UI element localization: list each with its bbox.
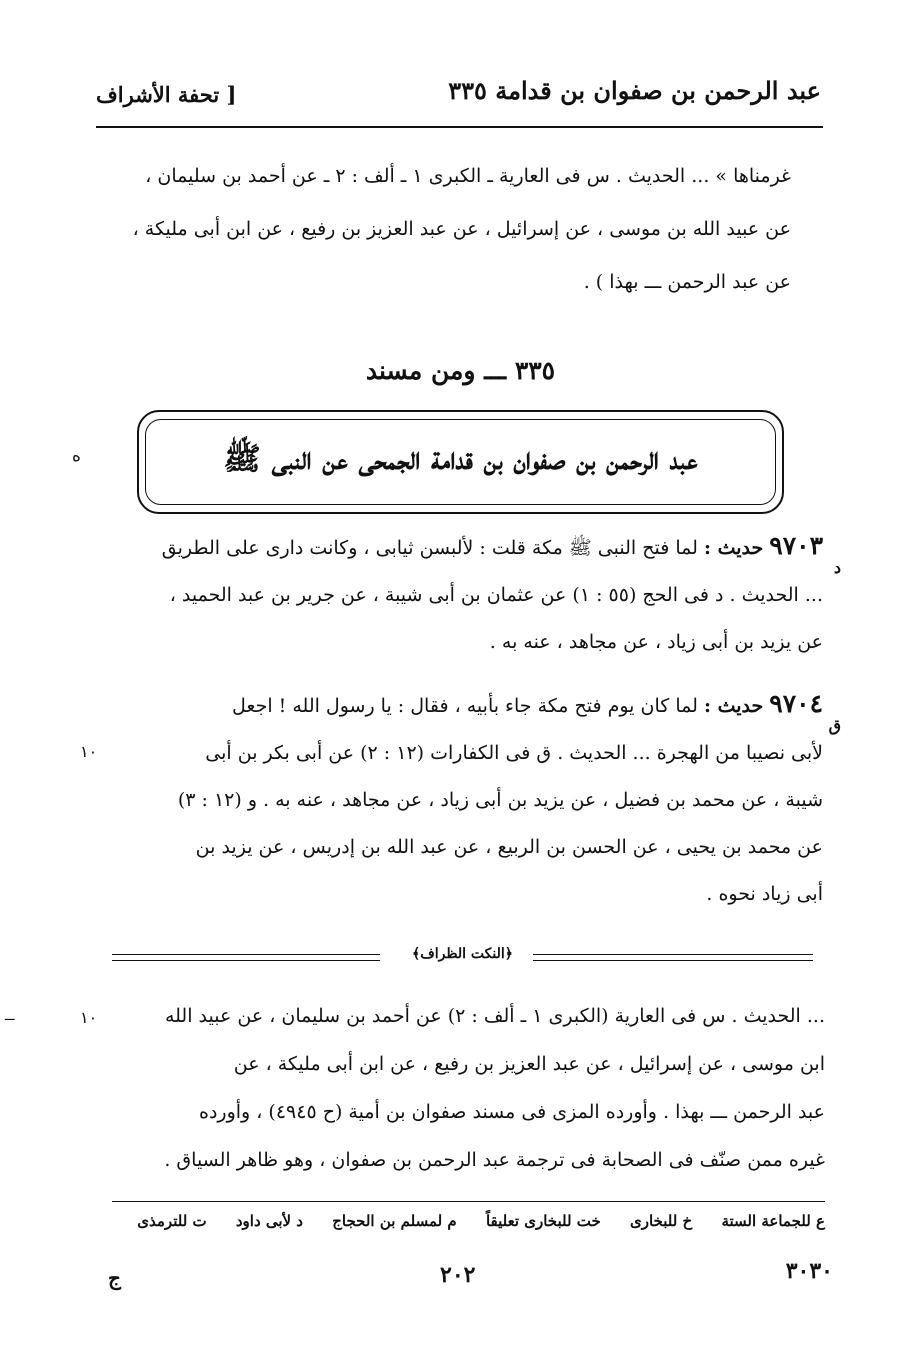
intro-line: عن عبد الرحمن ـــ بهذا ) . xyxy=(583,271,791,293)
nukat-divider xyxy=(112,946,813,970)
musnad-name-frame xyxy=(137,410,784,514)
intro-line: عن عبيد الله بن موسى ، عن إسرائيل ، عن عبد العزيز بن رفيع ، عن ابن أبى مليكة ، xyxy=(132,218,791,240)
note-line: عبد الرحمن ـــ بهذا . وأورده المزى فى مسند صفوان بن أمية (ح ٤٩٤٥) ، وأورده xyxy=(198,1101,825,1123)
hadith-line: شيبة ، عن محمد بن فضيل ، عن يزيد بن أبى زياد ، عن مجاهد ، عنه به . و (١٢ : ٣) xyxy=(177,789,823,811)
running-header-book: [ تحفة الأشراف xyxy=(96,82,237,107)
hadith-line: أبى زياد نحوه . xyxy=(706,883,823,905)
abbreviation: م لمسلم بن الحجاج xyxy=(332,1212,457,1230)
musnad-name: عبد الرحمن بن صفوان بن قدامة الجمحى عن النبى ﷺ xyxy=(223,441,698,477)
margin-mark: ه xyxy=(72,446,81,466)
hadith-line: عن يزيد بن أبى زياد ، عن مجاهد ، عنه به . xyxy=(489,631,823,653)
hadith-9704-source-letter: ق xyxy=(828,716,841,735)
hadith-9704 xyxy=(123,680,823,918)
intro-line: غرمناها » ... الحديث . س فى العارية ـ الكبرى ١ ـ ألف : ٢ ـ عن أحمد بن سليمان ، xyxy=(145,165,791,187)
hadith-first-line xyxy=(123,522,823,572)
abbreviation: خت للبخارى تعليقاً xyxy=(485,1212,601,1230)
hadith-text: لما كان يوم فتح مكة جاء بأبيه ، فقال : يا رسول الله ! اجعل xyxy=(232,695,698,717)
line-number-marker: ١٠ xyxy=(80,1008,98,1027)
abbreviation-key xyxy=(113,1212,825,1230)
volume-letter: ج xyxy=(108,1266,121,1290)
hadith-line: ... الحديث . د فى الحج (٥٥ : ١) عن عثمان بن أبى شيبة ، عن جرير بن عبد الحميد ، xyxy=(169,584,823,606)
hadith-number: ٩٧٠٤ xyxy=(769,689,823,718)
divider-rule-right xyxy=(533,954,813,961)
hadith-text: لما فتح النبى ﷺ مكة قلت : لألبسن ثيابى ، وكانت دارى على الطريق xyxy=(161,537,698,559)
section-number: ٣٣٥ ـــ ومن مسند xyxy=(365,356,556,385)
footer-rule xyxy=(112,1201,825,1202)
abbreviation: ع للجماعة الستة xyxy=(721,1212,825,1230)
hadith-line: لأبى نصيبا من الهجرة ... الحديث . ق فى الكفارات (١٢ : ٢) عن أبى بكر بن أبى xyxy=(205,742,823,764)
line-number-marker: ١٠ xyxy=(80,742,98,761)
page-number: ٢٠٢ xyxy=(440,1262,476,1288)
note-line: غيره ممن صنّف فى الصحابة فى ترجمة عبد الرحمن بن صفوان ، وهو ظاهر السياق . xyxy=(164,1149,825,1171)
header-rule xyxy=(96,126,823,128)
abbreviation: خ للبخارى xyxy=(630,1212,693,1230)
abbreviation: د لأبى داود xyxy=(235,1212,303,1230)
hadith-number: ٩٧٠٣ xyxy=(769,531,823,560)
hadith-9703 xyxy=(123,522,823,666)
hadith-label: حديث : xyxy=(703,695,764,717)
intro-paragraph xyxy=(111,150,791,309)
running-header-title: عبد الرحمن بن صفوان بن قدامة ٣٣٥ xyxy=(448,76,821,105)
note-line: ابن موسى ، عن إسرائيل ، عن عبد العزيز بن رفيع ، عن ابن أبى مليكة ، عن xyxy=(233,1053,825,1075)
note-line: ... الحديث . س فى العارية (الكبرى ١ ـ ألف : ٢) عن أحمد بن سليمان ، عن عبيد الله xyxy=(164,1005,825,1027)
hadith-9703-source-letter: د xyxy=(833,558,841,577)
hadith-label: حديث : xyxy=(703,537,764,559)
hadith-first-line xyxy=(123,680,823,730)
print-number: ٣٠٣٠ xyxy=(785,1258,833,1284)
nukat-notes xyxy=(115,992,825,1184)
margin-dash: ‒ xyxy=(4,1008,16,1029)
hadith-line: عن محمد بن يحيى ، عن الحسن بن الربيع ، عن عبد الله بن إدريس ، عن يزيد بن xyxy=(195,836,823,858)
abbreviation: ت للترمذى xyxy=(137,1212,207,1230)
divider-label: ﴿النكت الظراف﴾ xyxy=(412,946,513,962)
